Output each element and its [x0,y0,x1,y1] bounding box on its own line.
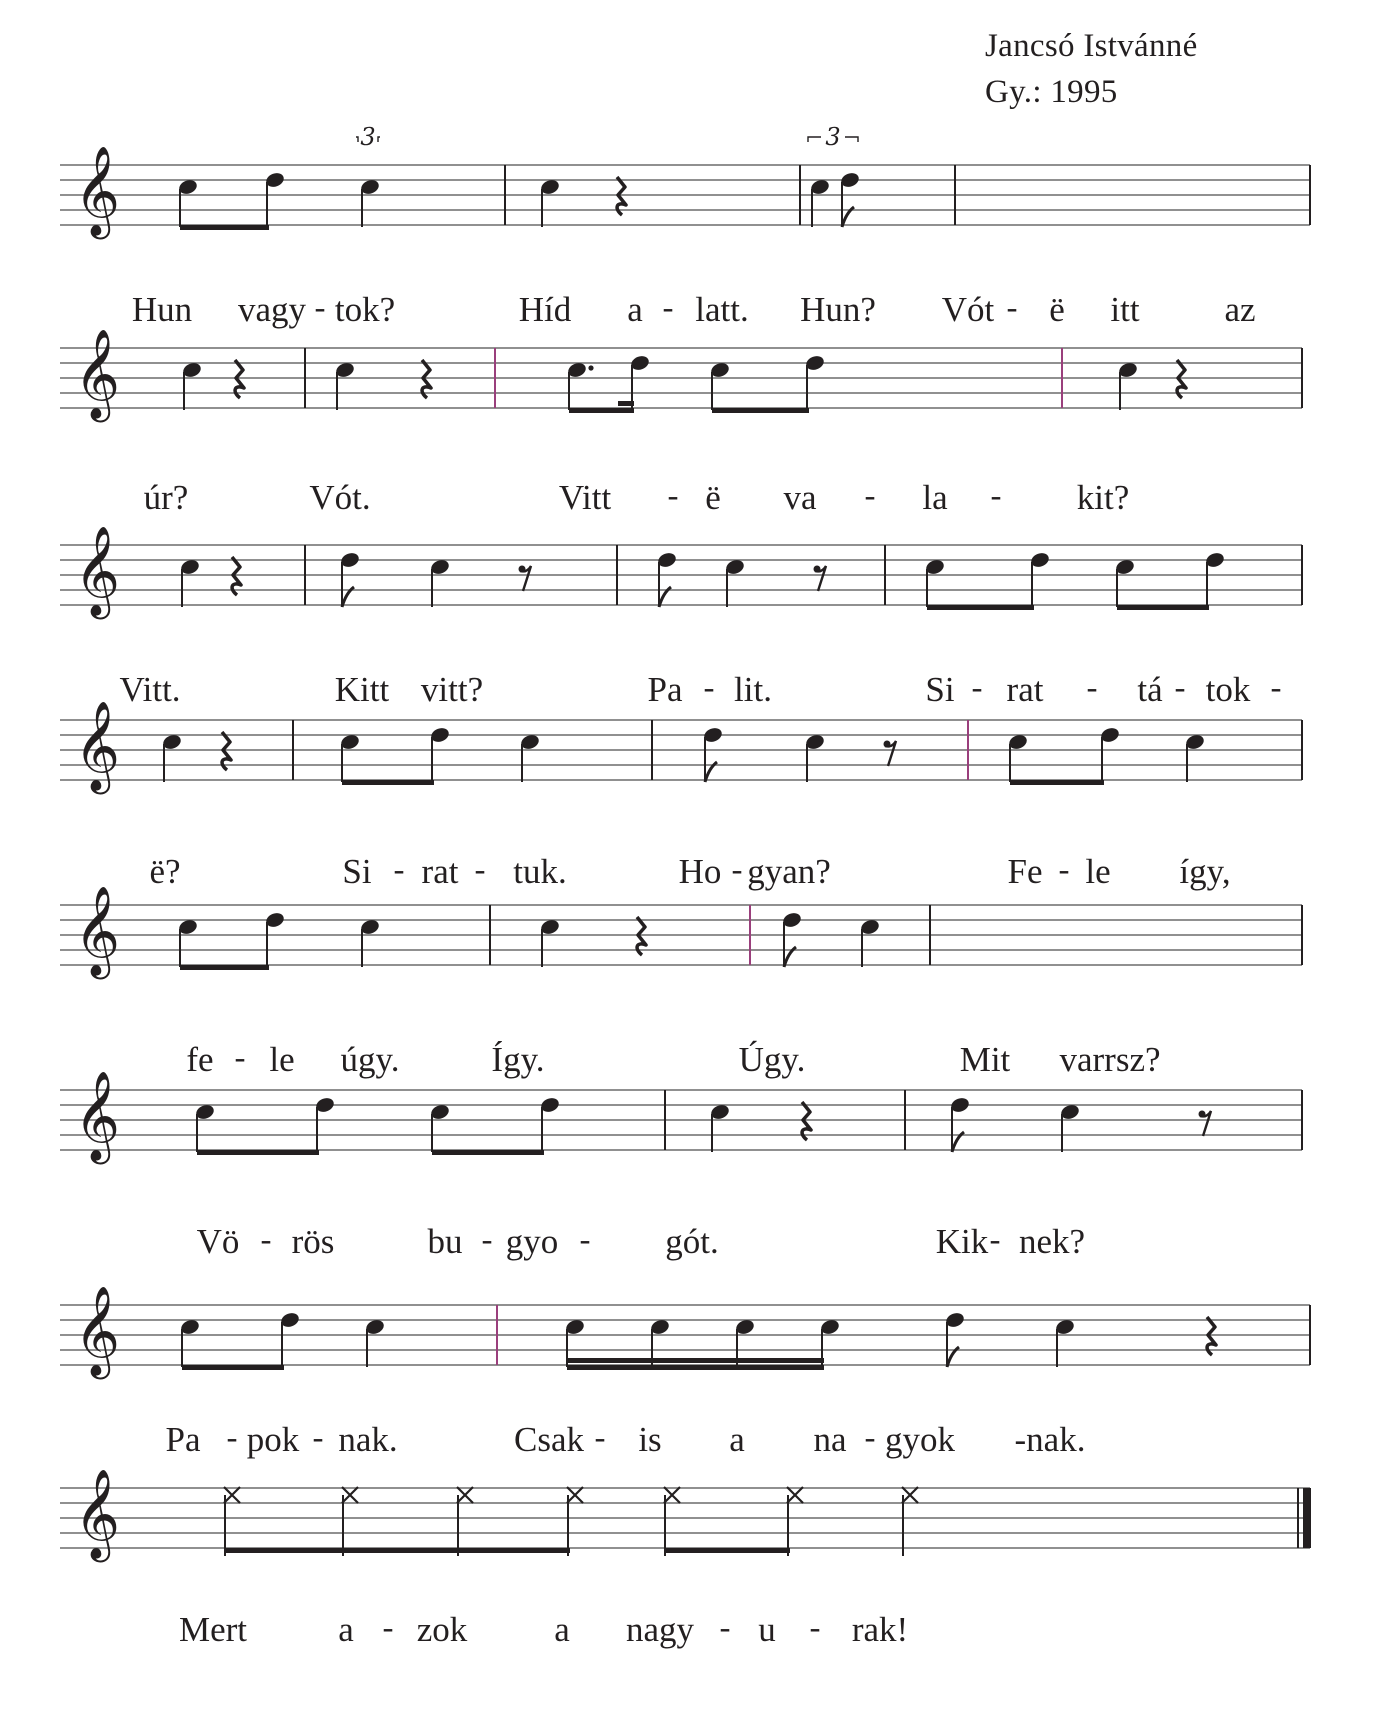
lyric-syllable: bu [427,1222,463,1261]
lyric-syllable: la [922,478,948,517]
lyric-syllable: varrsz? [1059,1040,1161,1079]
lyric-syllable: a [338,1610,354,1649]
lyric-hyphen: - [481,1222,493,1258]
x-notehead [664,1487,680,1503]
lyric-syllable: rat [1006,670,1044,709]
lyric-hyphen: - [864,1420,876,1456]
beam [927,605,1034,610]
x-notehead [224,1487,240,1503]
lyric-syllable: na [813,1420,847,1459]
lyric-hyphen: - [662,290,674,326]
lyric-syllable: Hun? [800,290,876,329]
lyric-syllable: a [729,1420,745,1459]
lyric-syllable: lit. [734,670,772,709]
lyric-hyphen: - [719,1610,731,1646]
lyric-syllable: rat [421,852,459,891]
lyric-hyphen: - [864,478,876,514]
lyric-syllable: Si [342,852,372,891]
lyric-hyphen: - [260,1222,272,1258]
lyric-hyphen: - [393,852,405,888]
beam [569,408,634,413]
lyric-syllable: Vót. [309,478,371,517]
lyric-syllable: ë [705,478,721,517]
beam [432,1150,544,1155]
lyric-hyphen: - [382,1610,394,1646]
beam [567,1365,824,1370]
treble-clef-icon: 𝄞 [74,526,121,616]
lyric-syllable: Csak [514,1420,584,1459]
staff-system [60,123,1310,240]
lyric-syllable: Mert [178,1610,248,1649]
lyric-syllable: u [758,1610,776,1649]
collection-date: Gy.: 1995 [985,74,1118,110]
lyric-line [0,290,1381,330]
lyric-syllable: va [783,478,817,517]
lyric-syllable: nagy [625,1610,695,1649]
lyric-hyphen: - [1058,852,1070,888]
lyric-syllable: latt. [695,290,749,329]
lyric-line [0,1040,1381,1080]
beam-secondary [567,1358,824,1363]
lyric-syllable: kit? [1076,478,1130,517]
lyric-hyphen: - [234,1040,246,1076]
lyric-syllable: ë? [149,852,181,891]
staff-system [60,1071,1302,1165]
lyric-syllable: az [1224,290,1256,329]
treble-clef-icon: 𝄞 [74,146,121,236]
staff-system [60,526,1302,620]
lyric-hyphen: - [1006,290,1018,326]
collector-name: Jancsó Istvánné [985,28,1198,64]
staff-system [60,701,1302,795]
treble-clef-icon: 𝄞 [74,1071,121,1161]
lyric-syllable: ë [1049,290,1065,329]
lyric-syllable: Pa [165,1420,201,1459]
lyric-syllable: Vö [196,1222,240,1261]
lyric-syllable: nek? [1018,1222,1086,1261]
lyric-syllable: rak! [851,1610,909,1649]
lyric-hyphen: - [594,1420,606,1456]
lyric-syllable: pok [246,1420,300,1459]
x-notehead [902,1487,918,1503]
lyric-syllable: úgy. [340,1040,400,1079]
lyric-syllable: gyan? [747,852,831,891]
lyric-hyphen: - [731,852,743,888]
beam [180,965,269,970]
lyric-syllable: Pa [647,670,683,709]
lyric-hyphen: - [1086,670,1098,706]
x-notehead [567,1487,583,1503]
lyric-syllable: Vót [941,290,995,329]
lyric-syllable: a [554,1610,570,1649]
staff-system [60,1286,1310,1380]
lyric-hyphen: - [990,478,1002,514]
lyric-hyphen: - [1174,670,1186,706]
lyric-syllable: Kik [935,1222,989,1261]
lyric-hyphen: - [971,670,983,706]
beam [197,1150,319,1155]
lyric-hyphen: - [989,1222,1001,1258]
lyric-hyphen: - [1270,670,1282,706]
lyric-hyphen: - [579,1222,591,1258]
lyric-line [0,1420,1381,1460]
lyric-syllable: tá [1137,670,1163,709]
augmentation-dot [588,365,593,370]
x-notehead [457,1487,473,1503]
lyric-line [0,852,1381,892]
lyric-syllable: Kitt [334,670,390,709]
lyric-line [0,670,1381,710]
lyric-syllable: -nak. [1014,1420,1086,1459]
lyric-hyphen: - [474,852,486,888]
lyric-syllable: Ho [678,852,722,891]
beam [1117,605,1209,610]
final-barline [1303,1488,1311,1548]
treble-clef-icon: 𝄞 [74,701,121,791]
staff-system [60,329,1302,423]
treble-clef-icon: 𝄞 [74,329,121,419]
lyric-syllable: tok [1205,670,1251,709]
lyric-hyphen: - [226,1420,238,1456]
beam [342,780,434,785]
lyric-syllable: fe [186,1040,214,1079]
lyric-hyphen: - [809,1610,821,1646]
lyric-syllable: Fe [1007,852,1043,891]
lyric-syllable: Mit [959,1040,1011,1079]
lyric-hyphen: - [703,670,715,706]
lyric-syllable: gyok [885,1420,955,1459]
lyric-syllable: Hun [131,290,193,329]
lyric-syllable: Úgy. [738,1040,806,1079]
x-notehead [787,1487,803,1503]
beam [182,1365,284,1370]
staff-system [60,1469,1311,1563]
beam [712,408,809,413]
lyric-hyphen: - [312,1420,324,1456]
lyric-syllable: Vitt. [119,670,181,709]
lyric-syllable: is [638,1420,662,1459]
lyric-hyphen: - [667,478,679,514]
tuplet-number: 3 [825,123,841,151]
lyric-syllable: Így. [491,1040,545,1079]
lyric-syllable: gyo [505,1222,559,1261]
beam [665,1548,790,1553]
lyric-syllable: Vitt [558,478,612,517]
lyric-syllable: úr? [143,478,189,517]
lyric-line [0,1222,1381,1262]
beam [180,225,269,230]
treble-clef-icon: 𝄞 [74,1469,121,1559]
staff-system [60,886,1302,980]
lyric-hyphen: - [314,290,326,326]
beam [225,1548,570,1553]
lyric-line [0,1610,1381,1650]
lyric-syllable: gót. [665,1222,719,1261]
tuplet-number: 3 [360,123,376,151]
x-notehead [342,1487,358,1503]
lyric-syllable: le [1085,852,1111,891]
lyric-syllable: így, [1179,852,1231,891]
lyric-syllable: vagy [237,290,307,329]
lyric-syllable: itt [1110,290,1140,329]
lyric-syllable: Si [925,670,955,709]
treble-clef-icon: 𝄞 [74,886,121,976]
lyric-syllable: nak. [338,1420,398,1459]
lyric-syllable: le [269,1040,295,1079]
lyric-line [0,478,1381,518]
lyric-syllable: rös [291,1222,335,1261]
lyric-syllable: vitt? [420,670,484,709]
lyric-syllable: zok [416,1610,468,1649]
beam-partial [618,401,634,406]
treble-clef-icon: 𝄞 [74,1286,121,1376]
lyric-syllable: Híd [518,290,572,329]
beam [1010,780,1104,785]
lyric-syllable: a [627,290,643,329]
lyric-syllable: tuk. [513,852,567,891]
lyric-syllable: tok? [334,290,396,329]
